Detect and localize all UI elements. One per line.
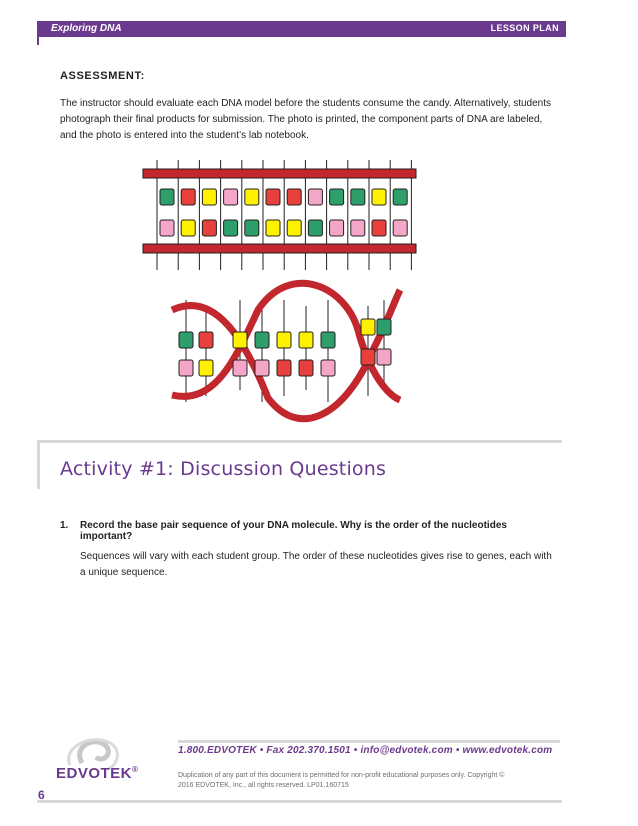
helix-candy-top xyxy=(361,319,375,335)
candy-top xyxy=(351,189,365,205)
candy-bottom xyxy=(181,220,195,236)
helix-candy-top xyxy=(179,332,193,348)
question-answer: Sequences will vary with each student group. The order of these nucleotides gives rise to genes, each with a unique sequence. xyxy=(80,551,552,578)
candy-bottom xyxy=(266,220,280,236)
candy-top xyxy=(330,189,344,205)
helix-candy-bottom xyxy=(361,349,375,365)
question-number: 1. xyxy=(60,520,69,531)
footer-copyright: Duplication of any part of this document is permitted for non-profit educational purposes only. Copyright © 2016 EDVOTEK, Inc., all rights reserved. LP01.160715 xyxy=(178,772,505,789)
helix-candy-top xyxy=(299,332,313,348)
helix-candy-bottom xyxy=(179,360,193,376)
dna-ladder-model xyxy=(143,160,416,270)
footer-contact: 1.800.EDVOTEK • Fax 202.370.1501 • info@edvotek.com • www.edvotek.com xyxy=(178,745,553,756)
section-divider xyxy=(37,440,562,443)
candy-bottom xyxy=(287,220,301,236)
helix-candy-top xyxy=(255,332,269,348)
candy-bottom xyxy=(224,220,238,236)
helix-candy-bottom xyxy=(277,360,291,376)
edvotek-logo xyxy=(52,735,162,795)
candy-top xyxy=(266,189,280,205)
assessment-body: The instructor should evaluate each DNA model before the students consume the candy. Alternatively, students photograph their final products for submission. The photo is printed, the component parts of DNA are labeled, and the photo is entered into the student’s lab notebook. xyxy=(60,98,552,141)
candy-bottom xyxy=(245,220,259,236)
candy-top xyxy=(202,189,216,205)
footer-bottom-rule xyxy=(37,800,562,803)
candy-top xyxy=(181,189,195,205)
helix-candy-bottom xyxy=(255,360,269,376)
candy-top xyxy=(287,189,301,205)
backbone-bottom xyxy=(143,244,416,253)
candy-top xyxy=(160,189,174,205)
logo-text: EDVOTEK xyxy=(56,765,133,782)
candy-bottom xyxy=(351,220,365,236)
section-divider-notch xyxy=(37,443,40,489)
helix-candy-top xyxy=(321,332,335,348)
backbone-top xyxy=(143,169,416,178)
candy-top xyxy=(308,189,322,205)
candy-bottom xyxy=(330,220,344,236)
header-section-label: LESSON PLAN xyxy=(490,23,559,33)
helix-candy-bottom xyxy=(199,360,213,376)
dna-helix-model xyxy=(172,283,400,418)
candy-bottom xyxy=(202,220,216,236)
candy-bottom xyxy=(160,220,174,236)
question-text: Record the base pair sequence of your DNA molecule. Why is the order of the nucleotides important? xyxy=(80,520,507,542)
helix-candy-bottom xyxy=(321,360,335,376)
candy-bottom xyxy=(372,220,386,236)
activity-title: Activity #1: Discussion Questions xyxy=(60,458,387,480)
helix-candy-bottom xyxy=(377,349,391,365)
footer-rule xyxy=(178,740,560,743)
helix-candy-bottom xyxy=(299,360,313,376)
registered-mark: ® xyxy=(132,765,139,774)
candy-bottom xyxy=(308,220,322,236)
candy-bottom xyxy=(393,220,407,236)
helix-candy-top xyxy=(377,319,391,335)
candy-top xyxy=(372,189,386,205)
page-number: 6 xyxy=(38,788,45,802)
helix-candy-top xyxy=(233,332,247,348)
assessment-heading: ASSESSMENT: xyxy=(60,70,145,82)
candy-top xyxy=(245,189,259,205)
helix-candy-top xyxy=(199,332,213,348)
helix-candy-top xyxy=(277,332,291,348)
candy-top xyxy=(224,189,238,205)
logo-wordmark xyxy=(56,765,138,782)
helix-candy-bottom xyxy=(233,360,247,376)
candy-top xyxy=(393,189,407,205)
header-title: Exploring DNA xyxy=(51,23,122,34)
